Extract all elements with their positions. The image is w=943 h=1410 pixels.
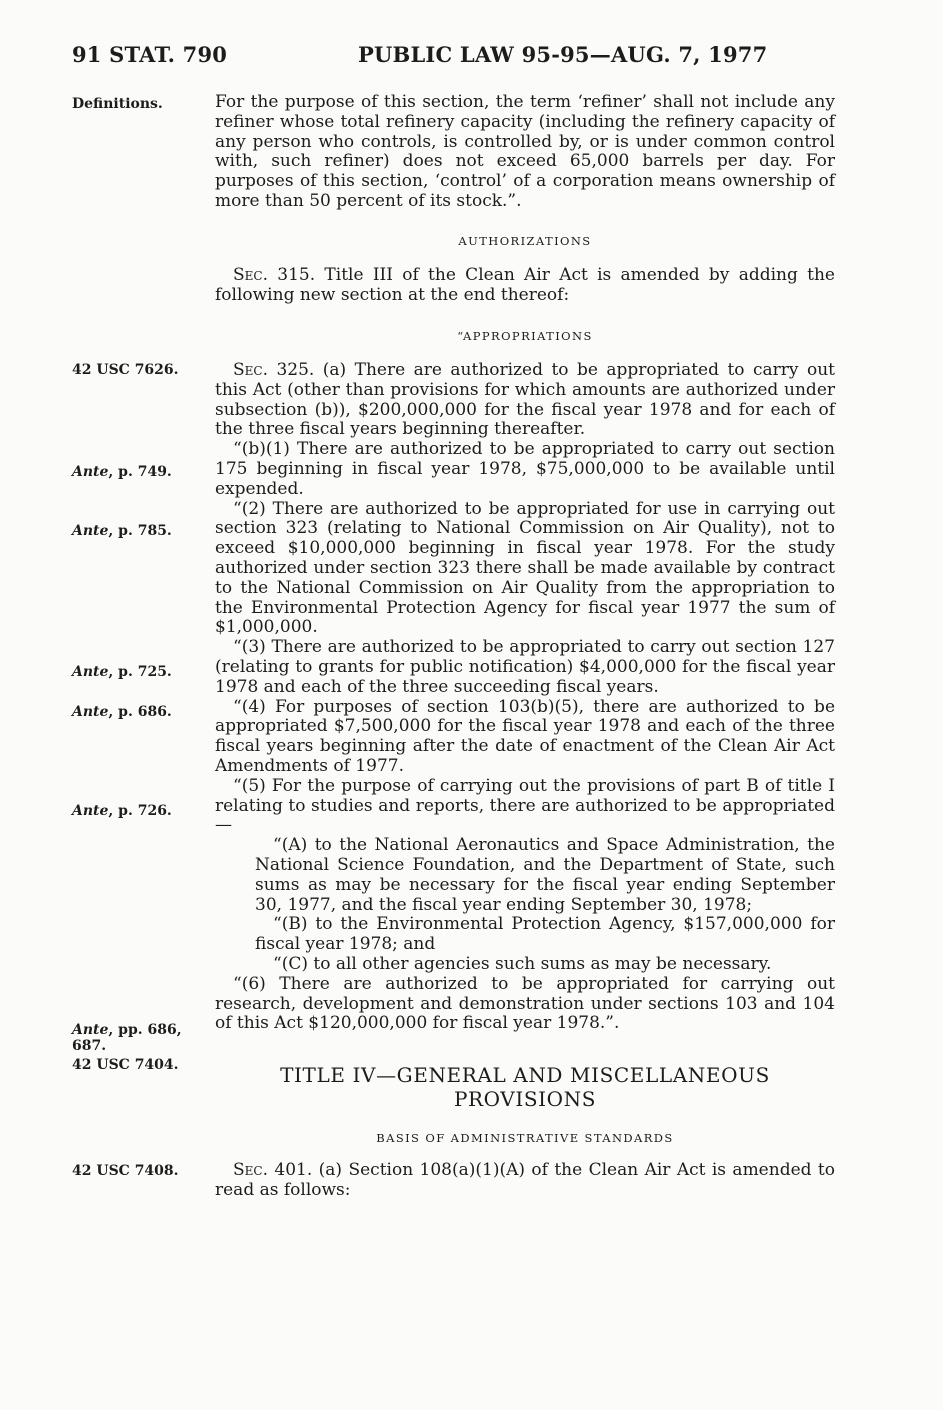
- section-325-block: [215, 361, 835, 1034]
- ante-word: Ante: [72, 523, 109, 539]
- section-315-text: 315. Title III of the Clean Air Act is amended by adding the following new section at the end thereof:: [215, 265, 835, 305]
- ante-word: Ante: [72, 1022, 109, 1038]
- section-325-b5-A: “(A) to the National Aeronautics and Space Administration, the National Science Foundation, and the Department of State, such sums as may be necessary for the fiscal year ending September 30, 1977, and the fiscal year ending September 30, 1978;: [255, 835, 835, 915]
- section-label: Sec.: [233, 360, 268, 380]
- margin-note-ante-726: Ante, p. 726.: [72, 803, 172, 819]
- margin-note-ante-725: Ante, p. 725.: [72, 664, 172, 680]
- section-label: Sec.: [233, 265, 268, 285]
- section-325-b3: “(3) There are authorized to be appropriated to carry out section 127 (relating to grants for public notification) $4,000,000 for the fiscal year 1978 and each of the three succeeding fiscal years.: [215, 637, 835, 697]
- page-running-head: PUBLIC LAW 95-95—AUG. 7, 1977: [358, 42, 768, 67]
- section-325-b2: “(2) There are authorized to be appropriated for use in carrying out section 323 (relating to National Commission on Air Quality), not to exceed $10,000,000 beginning in fiscal year 1978. For the study authorized under section 323 there shall be made available by contract to the National Commission on Air Quality from the appropriation to the Environmental Protection Agency for fiscal year 1977 the sum of $1,000,000.: [215, 498, 835, 638]
- page-citation: 91 STAT. 790: [72, 42, 228, 67]
- section-401-paragraph: [215, 1161, 835, 1201]
- section-401-block: [215, 1161, 835, 1201]
- appropriations-heading-block: [215, 329, 835, 343]
- authorizations-heading: AUTHORIZATIONS: [458, 234, 592, 248]
- margin-note-line: 687.: [72, 1038, 107, 1054]
- section-325-b4: “(4) For purposes of section 103(b)(5), there are authorized to be appropriated $7,500,000 for the fiscal year 1978 and each of the three fiscal years beginning after the date of enactment of the Clean Air Act Amendments of 1977.: [215, 696, 835, 776]
- margin-note-ante-686-687: [72, 1020, 182, 1056]
- title-iv-heading: [215, 1063, 835, 1111]
- margin-note-ante-749: Ante, p. 749.: [72, 464, 172, 480]
- margin-note-definitions: Definitions.: [72, 96, 163, 112]
- margin-note-ante-785: Ante, p. 785.: [72, 523, 172, 539]
- section-315-block: [215, 266, 835, 306]
- basis-heading-block: [215, 1131, 835, 1145]
- section-325-b1: “(b)(1) There are authorized to be appropriated to carry out section 175 beginning in fiscal year 1978, $75,000,000 to be available until expended.: [215, 439, 835, 499]
- section-325-b5-C: “(C) to all other agencies such sums as may be necessary.: [273, 953, 772, 974]
- section-325-b6: “(6) There are authorized to be appropriated for carrying out research, development and demonstration under sections 103 and 104 of this Act $120,000,000 for fiscal year 1978.”.: [215, 973, 835, 1034]
- section-325-b5: “(5) For the purpose of carrying out the provisions of part B of title I relating to studies and reports, there are authorized to be appropriated—: [215, 775, 835, 836]
- section-label: Sec.: [233, 1160, 268, 1180]
- basis-heading: BASIS OF ADMINISTRATIVE STANDARDS: [376, 1131, 674, 1145]
- margin-note-line: Ante, pp. 686,: [72, 1022, 182, 1038]
- ante-word: Ante: [72, 464, 109, 480]
- title-iv-line-2: PROVISIONS: [453, 1087, 597, 1111]
- margin-note-usc-7626: 42 USC 7626.: [72, 362, 179, 378]
- margin-note-usc-7408: 42 USC 7408.: [72, 1163, 179, 1179]
- definitions-paragraph: For the purpose of this section, the term ‘refiner’ shall not include any refiner whose total refinery capacity (including the refinery capacity of any person who controls, is controlled by, or is under common control with, such refiner) does not exceed 65,000 barrels per day. For purposes of this section, ‘control’ of a corporation means ownership of more than 50 percent of its stock.”.: [215, 92, 835, 211]
- authorizations-heading-block: [215, 234, 835, 248]
- section-325-b5-B: “(B) to the Environmental Protection Agency, $157,000,000 for fiscal year 1978; and: [255, 914, 835, 955]
- section-401-text: 401. (a) Section 108(a)(1)(A) of the Clean Air Act is amended to read as follows:: [215, 1160, 835, 1200]
- section-315-paragraph: [215, 266, 835, 306]
- margin-note-usc-7404: 42 USC 7404.: [72, 1057, 179, 1073]
- ante-word: Ante: [72, 704, 109, 720]
- section-325-a: [215, 361, 835, 440]
- section-325-a-text: 325. (a) There are authorized to be appropriated to carry out this Act (other than provisions for which amounts are authorized under subsection (b)), $200,000,000 for the fiscal year 1978 and for each of the three fiscal years beginning thereafter.: [215, 360, 835, 440]
- margin-note-ante-686: Ante, p. 686.: [72, 704, 172, 720]
- body-definitions: [215, 93, 835, 212]
- title-iv-line-1: TITLE IV—GENERAL AND MISCELLANEOUS: [280, 1063, 770, 1087]
- ante-word: Ante: [72, 664, 109, 680]
- ante-word: Ante: [72, 803, 109, 819]
- appropriations-heading: “APPROPRIATIONS: [457, 329, 593, 343]
